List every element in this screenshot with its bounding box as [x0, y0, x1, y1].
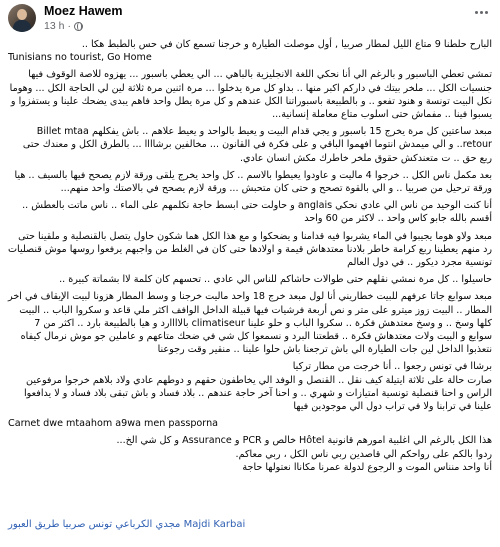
- post-text: [8, 38, 492, 474]
- post-paragraph: أنا واحد منناس الموت و الرجوع لدولة عمرنا مكاناا نعتولها حاجة: [242, 461, 492, 473]
- post-paragraph: تمشي تعطي الباسبور و بالرغم الي أنا نحكي اللغة الانجليزية بالباهي ... الي يعطي باسبور ... يهزوه للاصة الوقوف فيها جنسيات الكل ... ملخر بيتك في داركم اكبر منها .. بداو كل مرة يدخلوا ... مرة اثنين مرة ثلاثة لين لي الحاجة الكل ... وهوما نكل البيت تونسة و هنود تفعو .. و بالطبيعة باسبوراتنا الكل عندهم و كل مرة يطل واحد فاهم يبدى يضحك علينا و يستفزوا و يسبوا فينا .. مفماش حتى اسلوب متاع معاملة إنسانية...: [9, 69, 492, 121]
- post-paragraph: برشاا في تونس رجعوا .. أنا خرجت من مطار تركيا: [292, 361, 492, 373]
- post-paragraph: بعد مكمل ناس الكل .. خرجوا 4 ماليت و عاودوا يعيطوا بالاسم .. كل واحد يخرج يلقى ورقة لازم يصحح فيها بالسيف .. هيا ورقة ترحيل من صربيا .. و الي بالقوة تصحح و حتى كان متحبش ... ورقة لازم يصحح في بالاصتك واحد منهم...: [14, 169, 492, 195]
- dot-icon: [480, 11, 483, 14]
- dot-icon: [475, 11, 478, 14]
- post-paragraph: ردوا بالكم على رواحكم الي قاصدين ربي ناس الكل ، ربي معاكم.: [235, 448, 492, 460]
- post-paragraph: صارت حالة على ثلاثة ايتيلة كيف نقل .. القنصل و الوفد الي يخاطفون حقهم و دوطهم عادي ولاد بلاهم خرجوا مرفوعين الراس و احنا قنصلية تونسية امتيازات و شهري .. و احنا آخر حاجة عندهم .. بلاد فساد و باش تبقى بلاد فساد و لا يدافعوا علينا في ترابنا ولا في تراب دول الي موجودين فيها: [24, 374, 492, 413]
- post-time[interactable]: 13 h: [44, 20, 65, 32]
- post-header: [8, 4, 492, 34]
- signature-text[interactable]: مجدي الكرباعي تونس صربيا طريق العبور Majdi Karbai: [8, 519, 246, 530]
- more-options-button[interactable]: [470, 4, 492, 20]
- post-paragraph: حاسيلوا .. كل مرة نمشي نقلهم حتى طوالات حاشاكم للناس الي عادي .. تحسهم كان كلمة لاا بشماتة كبيرة ..: [59, 274, 492, 286]
- post-paragraph: Carnet dwe mtaahom a9wa men passporna: [8, 418, 219, 430]
- author-avatar[interactable]: [8, 4, 36, 32]
- post-meta: [44, 20, 83, 32]
- meta-separator: ·: [67, 20, 71, 32]
- post-paragraph: Tunisians no tourist, Go Home: [8, 52, 152, 64]
- post-paragraph: مبعد سوايع جاتا عرفهم للبيت خطاريني أنا لول مبعد خرج 18 واحد ماليت خرجنا و وسط المطار هزونا لبيت الإيقاف في اخر المطار .. البيت زوز ميترو على متر و نص أربعة فرشيات فيها قبيلة الداخل الوافف اكثر ملي قاعد و سكروا الباب .. البيت كلها وسخ .. و وسخ معتدهش فكرة .. سكروا الباب و حلو علينا climatiseur بالاااارد و هيا بالطبيعة بارد .. اكثر من 7 سوايع و البيت ولات معتدهاش فكرة .. قطعتنا البرد و نسمعوا كل شي في ضحك متاعهم و عاملين جو موش نرمال كيفاه نتعذبوا الداخل لين جات الطيارة الي باش ترجعنا باش حلوا علينا .. منقير وقت رجوعنا: [8, 291, 492, 356]
- post-paragraph: البارح حلطنا 9 متاع الليل لمطار صربيا , أول موصلت الطيارة و خرجنا تسمع كان في حس بالطبط هكا ..: [81, 39, 492, 50]
- post-paragraph: مبعد ساعتين كل مرة يخرج 15 باسبور و يجي قدام البيت و يعيط بالواحد و يعيط علاهم .. باش يفكلهم Billet mtaa retour.. و الي ميمدش انتوما افهموا الباقي و على فكرة في القانون ... مخالفين برشاااا ... بالطرق الكل و معندك حتى ربع حق .. ت متعندكش حقوق ملخر خاطرك مكش انسان عادي.: [22, 126, 492, 164]
- post-paragraph: أنا كنت الوحيد من ناس الي عادي نحكي anglais و حاولت حتى ابسط حاجة نكلمهم على الماء .. ناس ماتت بالعطش .. أقسم بالله جابو كاس واحد .. لاكثر من 60 واحد: [22, 200, 492, 225]
- post-paragraph: هذا الكل بالرغم الي اغلبية امورهم قانونية Hôtel خالص و PCR و Assurance و كل شي الخ...: [116, 435, 492, 447]
- dot-icon: [485, 11, 488, 14]
- signature-link[interactable]: [8, 519, 492, 530]
- author-name[interactable]: Moez Hawem: [44, 4, 123, 18]
- post-paragraph: مبعد ولاو هوما يجيبوا في الماء يشربوا فيه قدامنا و يضحكوا و مع هذا الكل هما شكون حاول يتصل بالقنصلية و ملقينا حتى رد منهم يعطينا ربع كرامة خاطر بلادنا معتدهاش قيمة و اولادها حتى كان في الغلط من واجبهم يرفعوا روسها موش قنصليات تونسية مجرد ديكور .. في دول العالم: [8, 230, 492, 269]
- globe-icon: [74, 22, 83, 31]
